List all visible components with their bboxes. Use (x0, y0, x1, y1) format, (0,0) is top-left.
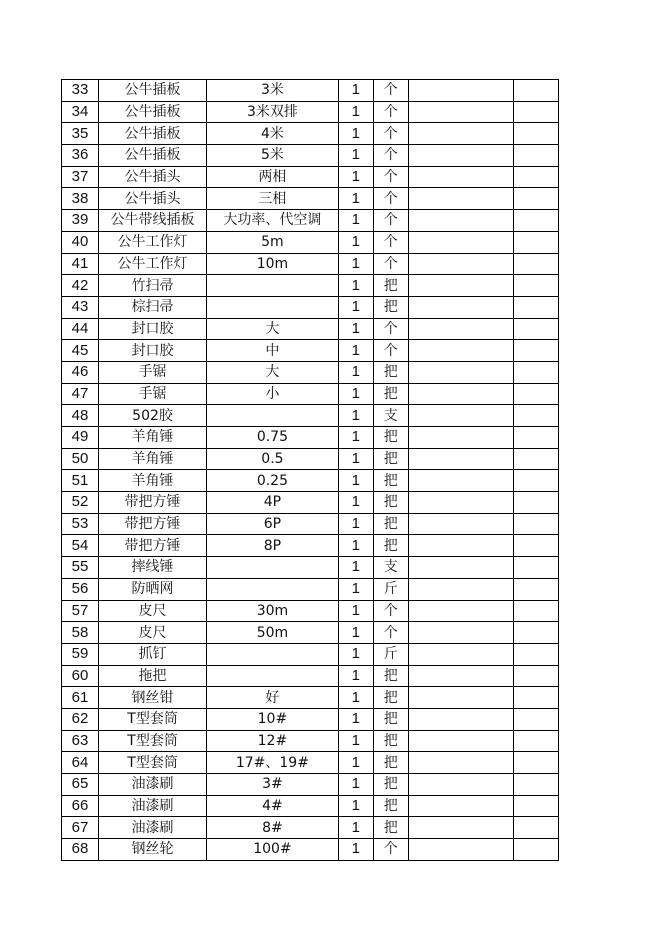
item-quantity-cell: 1 (338, 210, 373, 232)
empty-cell (513, 405, 558, 427)
table-row (62, 557, 559, 579)
item-quantity-cell: 1 (338, 535, 373, 557)
empty-cell (513, 578, 558, 600)
empty-cell (513, 643, 558, 665)
empty-cell (408, 188, 513, 210)
empty-cell (408, 513, 513, 535)
item-name-cell: 羊角锤 (99, 470, 207, 492)
item-name-cell: 棕扫帚 (99, 296, 207, 318)
table-row (62, 708, 559, 730)
empty-cell (513, 752, 558, 774)
item-quantity-cell: 1 (338, 361, 373, 383)
item-quantity-cell: 1 (338, 557, 373, 579)
empty-cell (513, 231, 558, 253)
item-spec-cell: 6P (207, 513, 339, 535)
item-unit-cell: 把 (373, 708, 408, 730)
item-name-cell: 防晒网 (99, 578, 207, 600)
item-quantity-cell: 1 (338, 643, 373, 665)
inventory-table-body (62, 80, 559, 861)
row-number-cell: 40 (62, 231, 99, 253)
item-spec-cell: 4米 (207, 123, 339, 145)
empty-cell (513, 340, 558, 362)
empty-cell (408, 231, 513, 253)
item-unit-cell: 把 (373, 361, 408, 383)
empty-cell (408, 405, 513, 427)
table-row (62, 318, 559, 340)
item-quantity-cell: 1 (338, 231, 373, 253)
item-name-cell: 封口胶 (99, 340, 207, 362)
item-name-cell: 公牛带线插板 (99, 210, 207, 232)
empty-cell (408, 383, 513, 405)
table-row (62, 839, 559, 861)
table-row (62, 123, 559, 145)
row-number-cell: 50 (62, 448, 99, 470)
item-name-cell: 公牛插板 (99, 123, 207, 145)
item-quantity-cell: 1 (338, 578, 373, 600)
table-row (62, 774, 559, 796)
empty-cell (408, 361, 513, 383)
item-quantity-cell: 1 (338, 296, 373, 318)
item-spec-cell: 12# (207, 730, 339, 752)
table-row (62, 166, 559, 188)
item-name-cell: 公牛插板 (99, 145, 207, 167)
table-row (62, 600, 559, 622)
item-name-cell: 油漆刷 (99, 817, 207, 839)
empty-cell (513, 101, 558, 123)
item-unit-cell: 把 (373, 513, 408, 535)
table-row (62, 361, 559, 383)
item-unit-cell: 个 (373, 839, 408, 861)
item-quantity-cell: 1 (338, 839, 373, 861)
row-number-cell: 45 (62, 340, 99, 362)
item-unit-cell: 个 (373, 123, 408, 145)
item-name-cell: 抓钉 (99, 643, 207, 665)
item-spec-cell: 10m (207, 253, 339, 275)
row-number-cell: 46 (62, 361, 99, 383)
item-unit-cell: 把 (373, 296, 408, 318)
table-row (62, 427, 559, 449)
item-name-cell: 羊角锤 (99, 448, 207, 470)
item-name-cell: 公牛插头 (99, 166, 207, 188)
empty-cell (408, 665, 513, 687)
item-name-cell: 皮尺 (99, 622, 207, 644)
item-name-cell: 公牛插板 (99, 80, 207, 102)
item-unit-cell: 个 (373, 318, 408, 340)
item-name-cell: 拖把 (99, 665, 207, 687)
empty-cell (408, 708, 513, 730)
item-quantity-cell: 1 (338, 513, 373, 535)
item-name-cell: 油漆刷 (99, 795, 207, 817)
item-unit-cell: 把 (373, 817, 408, 839)
table-row (62, 622, 559, 644)
empty-cell (408, 427, 513, 449)
item-unit-cell: 把 (373, 427, 408, 449)
table-row (62, 687, 559, 709)
empty-cell (513, 730, 558, 752)
empty-cell (513, 123, 558, 145)
item-spec-cell (207, 578, 339, 600)
item-spec-cell: 大功率、代空调 (207, 210, 339, 232)
item-quantity-cell: 1 (338, 600, 373, 622)
item-name-cell: 封口胶 (99, 318, 207, 340)
item-quantity-cell: 1 (338, 448, 373, 470)
item-quantity-cell: 1 (338, 687, 373, 709)
item-spec-cell (207, 665, 339, 687)
empty-cell (408, 730, 513, 752)
item-quantity-cell: 1 (338, 622, 373, 644)
empty-cell (408, 752, 513, 774)
table-row (62, 405, 559, 427)
item-name-cell: T型套筒 (99, 730, 207, 752)
empty-cell (513, 513, 558, 535)
item-spec-cell (207, 405, 339, 427)
empty-cell (513, 665, 558, 687)
item-quantity-cell: 1 (338, 253, 373, 275)
item-quantity-cell: 1 (338, 665, 373, 687)
table-row (62, 470, 559, 492)
item-quantity-cell: 1 (338, 795, 373, 817)
empty-cell (408, 578, 513, 600)
table-row (62, 188, 559, 210)
item-spec-cell: 3米双排 (207, 101, 339, 123)
empty-cell (408, 622, 513, 644)
row-number-cell: 39 (62, 210, 99, 232)
empty-cell (513, 296, 558, 318)
item-unit-cell: 把 (373, 448, 408, 470)
item-quantity-cell: 1 (338, 817, 373, 839)
empty-cell (408, 275, 513, 297)
row-number-cell: 62 (62, 708, 99, 730)
row-number-cell: 56 (62, 578, 99, 600)
item-unit-cell: 个 (373, 340, 408, 362)
empty-cell (408, 839, 513, 861)
item-name-cell: 摔线锤 (99, 557, 207, 579)
row-number-cell: 47 (62, 383, 99, 405)
item-quantity-cell: 1 (338, 340, 373, 362)
item-spec-cell: 3# (207, 774, 339, 796)
empty-cell (513, 839, 558, 861)
item-unit-cell: 把 (373, 752, 408, 774)
row-number-cell: 35 (62, 123, 99, 145)
empty-cell (408, 145, 513, 167)
table-row (62, 101, 559, 123)
item-unit-cell: 把 (373, 383, 408, 405)
empty-cell (408, 774, 513, 796)
item-quantity-cell: 1 (338, 145, 373, 167)
row-number-cell: 36 (62, 145, 99, 167)
item-name-cell: 带把方锤 (99, 513, 207, 535)
item-spec-cell: 3米 (207, 80, 339, 102)
row-number-cell: 53 (62, 513, 99, 535)
item-spec-cell: 小 (207, 383, 339, 405)
item-quantity-cell: 1 (338, 492, 373, 514)
empty-cell (513, 795, 558, 817)
item-spec-cell: 5米 (207, 145, 339, 167)
item-name-cell: 手锯 (99, 361, 207, 383)
item-quantity-cell: 1 (338, 708, 373, 730)
empty-cell (513, 448, 558, 470)
item-unit-cell: 个 (373, 622, 408, 644)
empty-cell (408, 600, 513, 622)
item-spec-cell: 三相 (207, 188, 339, 210)
item-name-cell: 公牛插板 (99, 101, 207, 123)
empty-cell (513, 80, 558, 102)
row-number-cell: 33 (62, 80, 99, 102)
empty-cell (513, 427, 558, 449)
item-spec-cell: 10# (207, 708, 339, 730)
empty-cell (408, 557, 513, 579)
row-number-cell: 65 (62, 774, 99, 796)
table-row (62, 340, 559, 362)
item-spec-cell: 4# (207, 795, 339, 817)
table-row (62, 275, 559, 297)
empty-cell (408, 687, 513, 709)
empty-cell (408, 253, 513, 275)
item-unit-cell: 个 (373, 188, 408, 210)
item-spec-cell: 4P (207, 492, 339, 514)
item-quantity-cell: 1 (338, 405, 373, 427)
empty-cell (513, 622, 558, 644)
item-quantity-cell: 1 (338, 752, 373, 774)
item-unit-cell: 把 (373, 774, 408, 796)
item-name-cell: T型套筒 (99, 752, 207, 774)
item-spec-cell: 8P (207, 535, 339, 557)
row-number-cell: 51 (62, 470, 99, 492)
item-spec-cell (207, 557, 339, 579)
item-unit-cell: 个 (373, 253, 408, 275)
table-row (62, 513, 559, 535)
empty-cell (513, 470, 558, 492)
empty-cell (513, 253, 558, 275)
item-spec-cell (207, 643, 339, 665)
item-quantity-cell: 1 (338, 80, 373, 102)
item-quantity-cell: 1 (338, 318, 373, 340)
empty-cell (513, 166, 558, 188)
item-name-cell: 竹扫帚 (99, 275, 207, 297)
item-name-cell: 油漆刷 (99, 774, 207, 796)
item-spec-cell: 中 (207, 340, 339, 362)
table-row (62, 448, 559, 470)
empty-cell (408, 643, 513, 665)
item-name-cell: 公牛工作灯 (99, 253, 207, 275)
item-unit-cell: 个 (373, 101, 408, 123)
item-spec-cell (207, 296, 339, 318)
item-quantity-cell: 1 (338, 188, 373, 210)
empty-cell (513, 145, 558, 167)
empty-cell (513, 535, 558, 557)
item-unit-cell: 个 (373, 600, 408, 622)
item-spec-cell (207, 275, 339, 297)
item-spec-cell: 大 (207, 318, 339, 340)
item-spec-cell: 0.25 (207, 470, 339, 492)
item-quantity-cell: 1 (338, 470, 373, 492)
empty-cell (513, 361, 558, 383)
item-unit-cell: 把 (373, 275, 408, 297)
empty-cell (513, 708, 558, 730)
empty-cell (513, 383, 558, 405)
row-number-cell: 60 (62, 665, 99, 687)
row-number-cell: 42 (62, 275, 99, 297)
item-name-cell: 羊角锤 (99, 427, 207, 449)
item-unit-cell: 个 (373, 145, 408, 167)
item-unit-cell: 斤 (373, 578, 408, 600)
row-number-cell: 59 (62, 643, 99, 665)
table-row (62, 253, 559, 275)
empty-cell (408, 318, 513, 340)
row-number-cell: 67 (62, 817, 99, 839)
item-quantity-cell: 1 (338, 101, 373, 123)
item-unit-cell: 个 (373, 166, 408, 188)
item-name-cell: 带把方锤 (99, 535, 207, 557)
item-name-cell: 手锯 (99, 383, 207, 405)
row-number-cell: 54 (62, 535, 99, 557)
empty-cell (513, 318, 558, 340)
empty-cell (408, 817, 513, 839)
row-number-cell: 41 (62, 253, 99, 275)
table-row (62, 752, 559, 774)
item-name-cell: 皮尺 (99, 600, 207, 622)
item-unit-cell: 把 (373, 535, 408, 557)
table-row (62, 535, 559, 557)
item-quantity-cell: 1 (338, 730, 373, 752)
row-number-cell: 44 (62, 318, 99, 340)
item-name-cell: 502胶 (99, 405, 207, 427)
item-quantity-cell: 1 (338, 275, 373, 297)
table-row (62, 383, 559, 405)
empty-cell (513, 275, 558, 297)
empty-cell (408, 210, 513, 232)
row-number-cell: 37 (62, 166, 99, 188)
item-quantity-cell: 1 (338, 383, 373, 405)
row-number-cell: 55 (62, 557, 99, 579)
inventory-table (61, 79, 559, 861)
item-unit-cell: 把 (373, 470, 408, 492)
empty-cell (513, 210, 558, 232)
item-spec-cell: 好 (207, 687, 339, 709)
row-number-cell: 52 (62, 492, 99, 514)
empty-cell (408, 101, 513, 123)
item-unit-cell: 把 (373, 492, 408, 514)
item-unit-cell: 个 (373, 80, 408, 102)
empty-cell (408, 470, 513, 492)
item-quantity-cell: 1 (338, 427, 373, 449)
table-row (62, 492, 559, 514)
row-number-cell: 57 (62, 600, 99, 622)
empty-cell (408, 80, 513, 102)
table-row (62, 643, 559, 665)
table-row (62, 817, 559, 839)
empty-cell (513, 817, 558, 839)
item-spec-cell: 8# (207, 817, 339, 839)
empty-cell (513, 774, 558, 796)
item-unit-cell: 支 (373, 557, 408, 579)
row-number-cell: 61 (62, 687, 99, 709)
empty-cell (513, 687, 558, 709)
table-row (62, 231, 559, 253)
row-number-cell: 68 (62, 839, 99, 861)
item-unit-cell: 斤 (373, 643, 408, 665)
item-spec-cell: 5m (207, 231, 339, 253)
item-unit-cell: 个 (373, 231, 408, 253)
row-number-cell: 43 (62, 296, 99, 318)
item-name-cell: T型套筒 (99, 708, 207, 730)
row-number-cell: 48 (62, 405, 99, 427)
table-row (62, 80, 559, 102)
item-unit-cell: 支 (373, 405, 408, 427)
item-quantity-cell: 1 (338, 123, 373, 145)
item-name-cell: 公牛工作灯 (99, 231, 207, 253)
item-spec-cell: 30m (207, 600, 339, 622)
table-row (62, 665, 559, 687)
empty-cell (408, 296, 513, 318)
empty-cell (408, 123, 513, 145)
item-spec-cell: 大 (207, 361, 339, 383)
item-quantity-cell: 1 (338, 774, 373, 796)
empty-cell (513, 492, 558, 514)
empty-cell (408, 166, 513, 188)
table-row (62, 296, 559, 318)
item-unit-cell: 个 (373, 210, 408, 232)
item-spec-cell: 0.75 (207, 427, 339, 449)
empty-cell (408, 535, 513, 557)
item-unit-cell: 把 (373, 730, 408, 752)
empty-cell (408, 795, 513, 817)
item-quantity-cell: 1 (338, 166, 373, 188)
row-number-cell: 49 (62, 427, 99, 449)
row-number-cell: 38 (62, 188, 99, 210)
item-unit-cell: 把 (373, 665, 408, 687)
table-row (62, 145, 559, 167)
item-spec-cell: 100# (207, 839, 339, 861)
row-number-cell: 34 (62, 101, 99, 123)
item-spec-cell: 50m (207, 622, 339, 644)
row-number-cell: 66 (62, 795, 99, 817)
row-number-cell: 63 (62, 730, 99, 752)
item-unit-cell: 把 (373, 795, 408, 817)
table-row (62, 578, 559, 600)
table-row (62, 730, 559, 752)
item-name-cell: 公牛插头 (99, 188, 207, 210)
item-name-cell: 钢丝钳 (99, 687, 207, 709)
empty-cell (513, 188, 558, 210)
item-spec-cell: 两相 (207, 166, 339, 188)
empty-cell (513, 557, 558, 579)
item-unit-cell: 把 (373, 687, 408, 709)
row-number-cell: 58 (62, 622, 99, 644)
empty-cell (408, 492, 513, 514)
item-spec-cell: 17#、19# (207, 752, 339, 774)
row-number-cell: 64 (62, 752, 99, 774)
item-spec-cell: 0.5 (207, 448, 339, 470)
table-row (62, 210, 559, 232)
table-row (62, 795, 559, 817)
item-name-cell: 钢丝轮 (99, 839, 207, 861)
item-name-cell: 带把方锤 (99, 492, 207, 514)
empty-cell (408, 448, 513, 470)
empty-cell (513, 600, 558, 622)
empty-cell (408, 340, 513, 362)
